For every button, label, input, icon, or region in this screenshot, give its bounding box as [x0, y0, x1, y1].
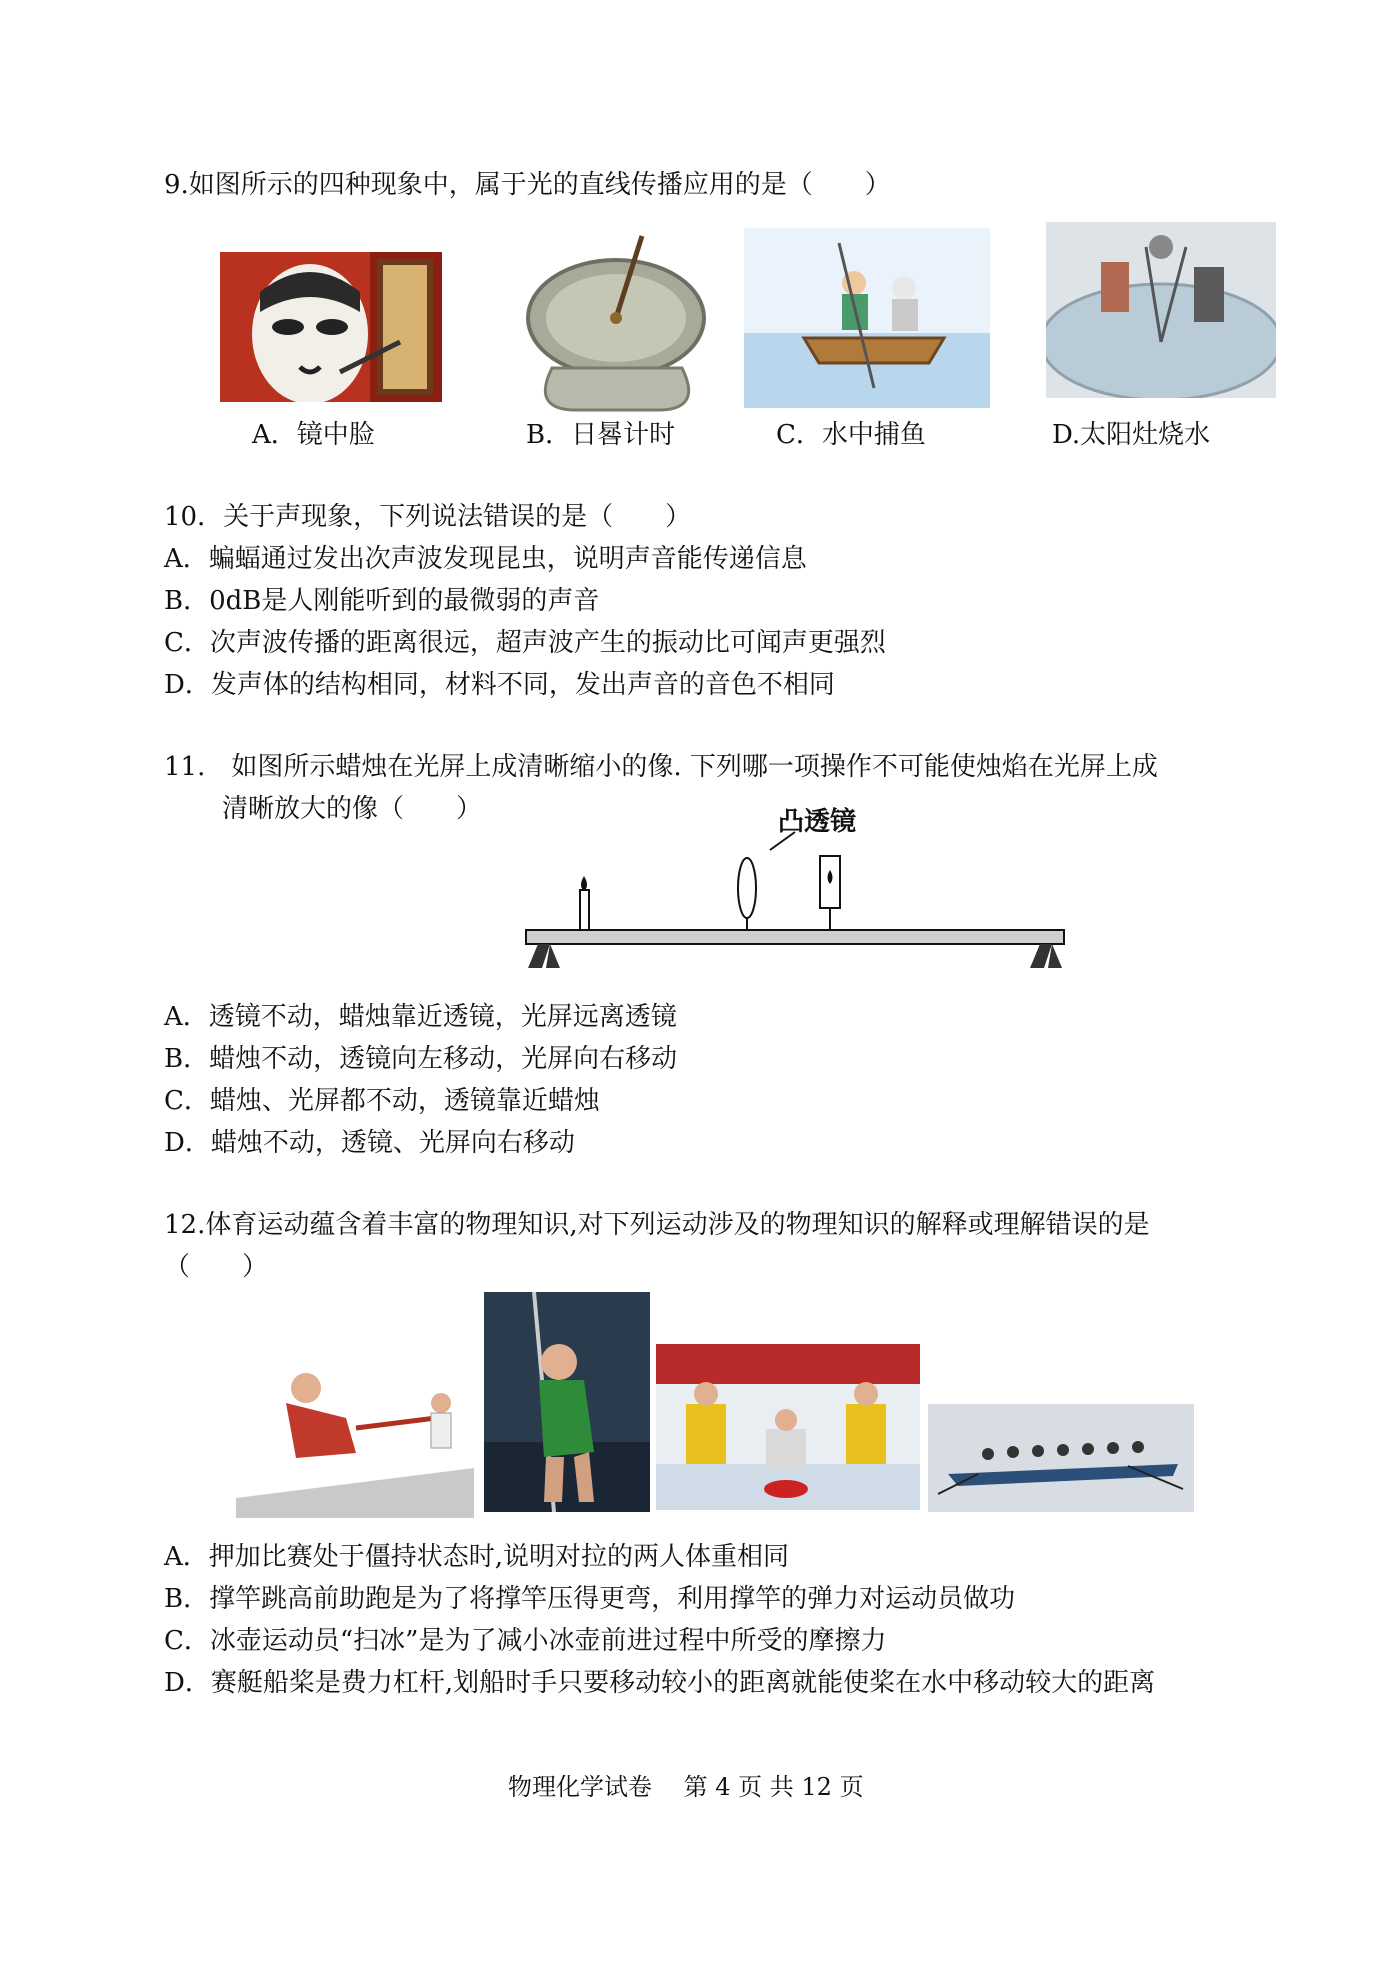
- fishing-boat-illustration: [744, 228, 990, 408]
- solar-cooker-photo: [1046, 222, 1276, 398]
- q12-stem-line1: 12.体育运动蕴含着丰富的物理知识,对下列运动涉及的物理知识的解释或理解错误的是: [164, 1210, 1150, 1240]
- q11-option-c: C．蜡烛、光屏都不动，透镜靠近蜡烛: [164, 1086, 600, 1116]
- q9-stem: 9.如图所示的四种现象中，属于光的直线传播应用的是（ ）: [164, 170, 891, 200]
- page-footer: 物理化学试卷 第 4 页 共 12 页: [508, 1773, 864, 1801]
- q9-caption-d: D.太阳灶烧水: [1052, 420, 1211, 450]
- q12-option-d: D．赛艇船桨是费力杠杆,划船时手只要移动较小的距离就能使桨在水中移动较大的距离: [164, 1668, 1156, 1698]
- rowing-photo: [928, 1404, 1194, 1512]
- bench-rail: [526, 930, 1064, 944]
- q10-option-a: A．蝙蝠通过发出次声波发现昆虫，说明声音能传递信息: [164, 544, 807, 574]
- q9-caption-a: A．镜中脸: [252, 420, 375, 450]
- optical-bench-diagram: [520, 798, 1070, 988]
- q12-option-b: B．撑竿跳高前助跑是为了将撑竿压得更弯，利用撑竿的弹力对运动员做功: [164, 1584, 1016, 1614]
- lens-label: 凸透镜: [778, 806, 857, 836]
- q11-stem-line2: 清晰放大的像（ ）: [222, 794, 483, 824]
- q10-stem: 10．关于声现象，下列说法错误的是（ ）: [164, 502, 692, 532]
- q10-option-b: B．0dB是人刚能听到的最微弱的声音: [164, 586, 600, 616]
- curling-photo: [656, 1344, 920, 1510]
- candle-flame-icon: [581, 876, 587, 891]
- q10-option-d: D．发声体的结构相同，材料不同，发出声音的音色不相同: [164, 670, 835, 700]
- pole-vault-photo: [484, 1292, 650, 1512]
- convex-lens: [738, 858, 756, 918]
- q12-option-c: C．冰壶运动员“扫冰”是为了减小冰壶前进过程中所受的摩擦力: [164, 1626, 887, 1656]
- mirror-face-photo: [220, 252, 442, 402]
- q9-caption-c: C．水中捕鱼: [776, 420, 926, 450]
- tug-of-war-photo: [236, 1358, 474, 1518]
- q9-caption-b: B．日晷计时: [526, 420, 676, 450]
- sundial-photo: [512, 228, 720, 413]
- q10-option-c: C．次声波传播的距离很远，超声波产生的振动比可闻声更强烈: [164, 628, 886, 658]
- q11-option-b: B．蜡烛不动，透镜向左移动，光屏向右移动: [164, 1044, 678, 1074]
- candle: [580, 890, 589, 930]
- q12-stem-line2: （ ）: [164, 1252, 269, 1282]
- q11-stem-line1: 11. 如图所示蜡烛在光屏上成清晰缩小的像. 下列哪一项操作不可能使烛焰在光屏上成: [164, 752, 1158, 782]
- q11-option-a: A．透镜不动，蜡烛靠近透镜，光屏远离透镜: [164, 1002, 677, 1032]
- q12-option-a: A．押加比赛处于僵持状态时,说明对拉的两人体重相同: [164, 1542, 790, 1572]
- q11-option-d: D．蜡烛不动，透镜、光屏向右移动: [164, 1128, 575, 1158]
